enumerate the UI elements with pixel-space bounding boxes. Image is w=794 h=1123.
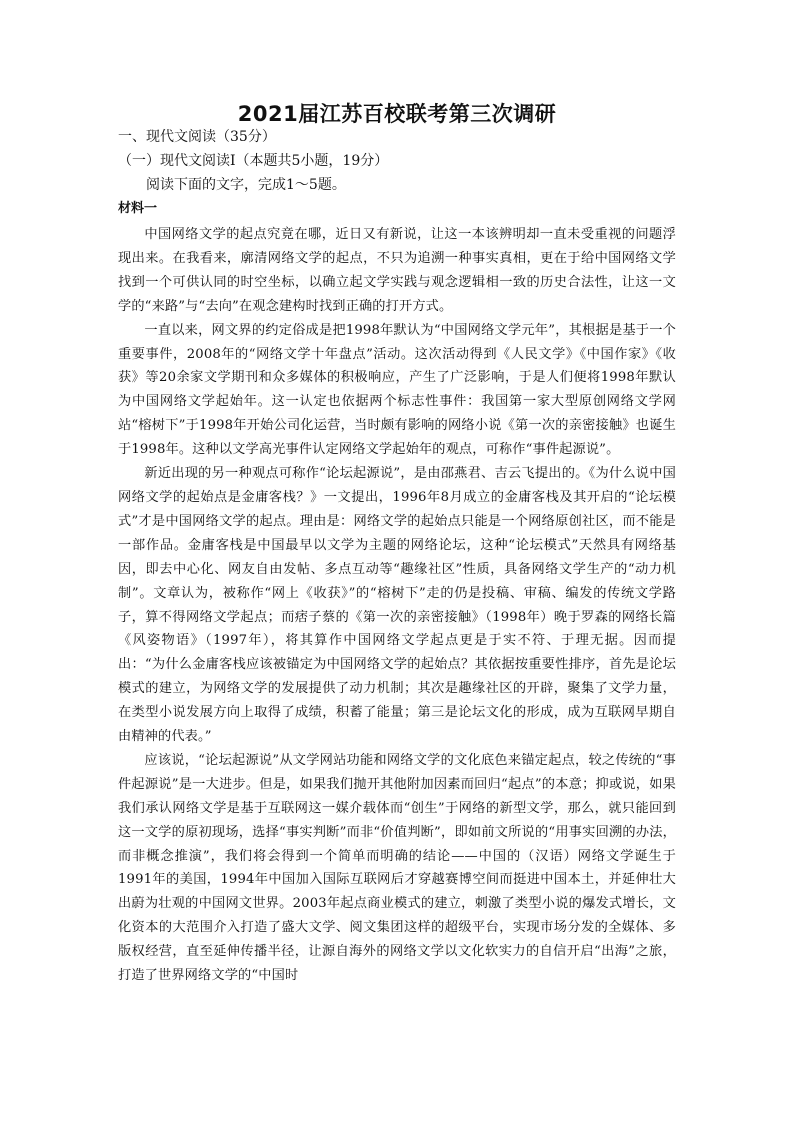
paragraph: 新近出现的另一种观点可称作“论坛起源说”，是由邵燕君、吉云飞提出的。《为什么说中国网络文学的起始点是金庸客栈？》一文提出，1996年8月成立的金庸客栈及其开启的“论坛模式”才是中国网络文学的起点。理由是：网络文学的起始点只能是一个网络原创社区，而不能是一部作品。金庸客栈是中国最早以文学为主题的网络论坛，这种“论坛模式”天然具有网络基因，即去中心化、网友自由发帖、多点互动等“趣缘社区”性质，具备网络文学生产的“动力机制”。文章认为，被称作“网上《收获》”的“榕树下”走的仍是投稿、审稿、编发的传统文学路子，算不得网络文学起点；而痞子蔡的《第一次的亲密接触》（1998年）晚于罗森的网络长篇《风姿物语》（1997年），将其算作中国网络文学起点更是于实不符、于理无据。因而提出：“为什么金庸客栈应该被锚定为中国网络文学的起始点？其依据按重要性排序，首先是论坛模式的建立，为网络文学的发展提供了动力机制；其次是趣缘社区的开辟，聚集了文学力量，在类型小说发展方向上取得了成绩，积蓄了能量；第三是论坛文化的形成，成为互联网早期自由精神的代表。” <box>118 466 676 745</box>
subsection-heading: （一）现代文阅读Ⅰ（本题共5小题，19分） <box>118 153 389 169</box>
section-heading: 一、现代文阅读（35分） <box>118 129 276 145</box>
paragraph: 应该说，“论坛起源说”从文学网站功能和网络文学的文化底色来锚定起点，较之传统的“事件起源说”是一大进步。但是，如果我们抛开其他附加因素而回归“起点”的本意；抑或说，如果我们承认网络文学是基于互联网这一媒介载体而“创生”于网络的新型文学，那么，就只能回到这一文学的原初现场，选择“事实判断”而非“价值判断”，即如前文所说的“用事实回溯的办法，而非概念推演”，我们将会得到一个简单而明确的结论——中国的（汉语）网络文学诞生于1991年的美国，1994年中国加入国际互联网后才穿越赛博空间而挺进中国本土，并延伸壮大出蔚为壮观的中国网文世界。2003年起点商业模式的建立，刺激了类型小说的爆发式增长，文化资本的大范围介入打造了盛大文学、阅文集团这样的超级平台，实现市场分发的全媒体、多版权经营，直至延伸传播半径，让源自海外的网络文学以文化软实力的自信开启“出海”之旅，打造了世界网络文学的“中国时 <box>118 752 676 984</box>
paragraph: 一直以来，网文界的约定俗成是把1998年默认为“中国网络文学元年”，其根据是基于一个重要事件，2008年的“网络文学十年盘点”活动。这次活动得到《人民文学》《中国作家》《收获》等20余家文学期刊和众多媒体的积极响应，产生了广泛影响，于是人们便将1998年默认为中国网络文学起始年。这一认定也依据两个标志性事件：我国第一家大型原创网络文学网站“榕树下”于1998年开始公司化运营，当时颇有影响的网络小说《第一次的亲密接触》也诞生于1998年。这种以文学高光事件认定网络文学起始年的观点，可称作“事件起源说”。 <box>118 322 676 458</box>
paragraph: 中国网络文学的起点究竟在哪，近日又有新说，让这一本该辨明却一直未受重视的问题浮现出来。在我看来，廓清网络文学的起点，不只为追溯一种事实真相，更在于给中国网络文学找到一个可供认同的时空坐标，以确立起文学实践与观念逻辑相一致的历史合法性，让这一文学的“来路”与“去向”在观念建构时找到正确的打开方式。 <box>118 227 676 314</box>
article-body <box>118 223 676 988</box>
page-title: 2021届江苏百校联考第三次调研 <box>237 102 557 126</box>
instruction-text: 阅读下面的文字，完成1～5题。 <box>146 177 346 193</box>
material-label: 材料一 <box>118 201 158 216</box>
